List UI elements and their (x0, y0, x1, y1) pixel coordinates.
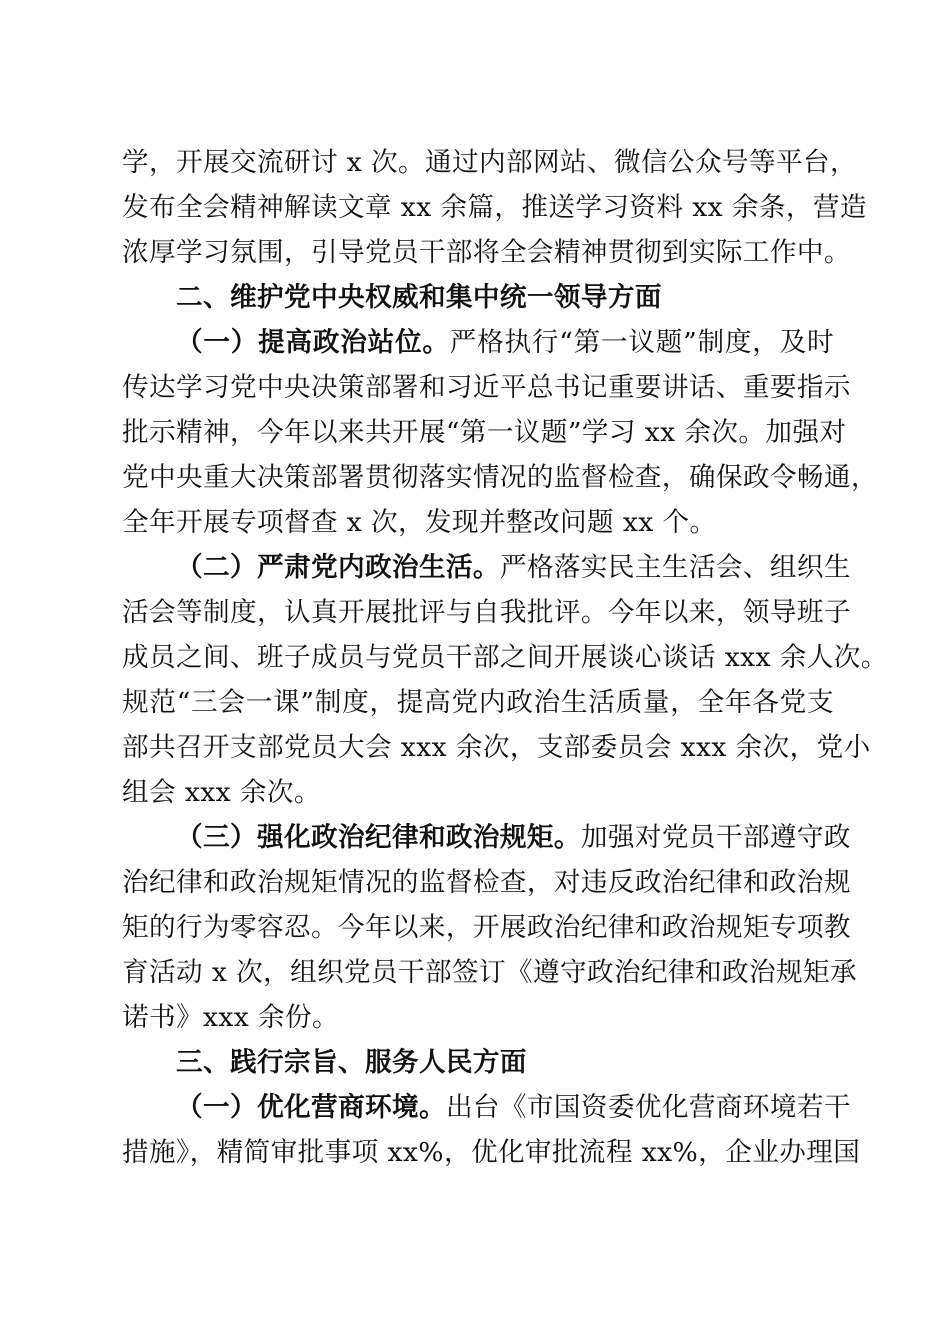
item-lead: （一）优化营商环境。 (176, 1092, 446, 1123)
paragraph-line: 措施》，精简审批事项 xx%，优化审批流程 xx%，企业办理国 (122, 1137, 861, 1168)
item-text: 出台《市国资委优化营商环境若干 (445, 1092, 851, 1123)
paragraph-line: 浓厚学习氛围，引导党员干部将全会精神贯彻到实际工作中。 (122, 237, 851, 268)
item-text: 加强对党员干部遵守政 (580, 822, 851, 853)
paragraph-line: 发布全会精神解读文章 xx 余篇，推送学习资料 xx 余条，营造 (122, 192, 867, 223)
item-lead: （三）强化政治纪律和政治规矩。 (176, 822, 581, 853)
paragraph-line: 规范“三会一课”制度，提高党内政治生活质量，全年各党支 (122, 687, 834, 718)
paragraph-line: 矩的行为零容忍。今年以来，开展政治纪律和政治规矩专项教 (122, 912, 851, 943)
paragraph-line: 育活动 x 次，组织党员干部签订《遵守政治纪律和政治规矩承 (122, 957, 857, 988)
paragraph-line: 组会 xxx 余次。 (122, 777, 321, 808)
paragraph-first-line (176, 1088, 851, 1128)
item-lead: （二）严肃党内政治生活。 (176, 552, 500, 583)
paragraph-line: 活会等制度，认真开展批评与自我批评。今年以来，领导班子 (122, 597, 851, 628)
paragraph-line: 部共召开支部党员大会 xxx 余次，支部委员会 xxx 余次，党小 (122, 732, 871, 763)
paragraph-line: 批示精神，今年以来共开展“第一议题”学习 xx 余次。加强对 (122, 417, 847, 448)
item-text: 严格落实民主生活会、组织生 (499, 552, 851, 583)
paragraph-line: 传达学习党中央决策部署和习近平总书记重要讲话、重要指示 (122, 372, 851, 403)
paragraph-first-line (176, 548, 851, 588)
paragraph-line: 全年开展专项督查 x 次，发现并整改问题 xx 个。 (122, 507, 717, 538)
paragraph-line: 治纪律和政治规矩情况的监督检查，对违反政治纪律和政治规 (122, 867, 851, 898)
item-text: 严格执行“第一议题”制度，及时 (449, 327, 834, 358)
paragraph-line: 党中央重大决策部署贯彻落实情况的监督检查，确保政令畅通， (122, 462, 878, 493)
paragraph-first-line (176, 818, 851, 858)
section-heading: 三、践行宗旨、服务人民方面 (176, 1047, 527, 1078)
item-lead: （一）提高政治站位。 (176, 327, 450, 358)
paragraph-line: 成员之间、班子成员与党员干部之间开展谈心谈话 xxx 余人次。 (122, 642, 888, 673)
paragraph-line: 诺书》xxx 余份。 (122, 1002, 340, 1033)
section-heading: 二、维护党中央权威和集中统一领导方面 (176, 282, 662, 313)
paragraph-line: 学，开展交流研讨 x 次。通过内部网站、微信公众号等平台， (122, 147, 857, 178)
paragraph-first-line (176, 323, 834, 363)
